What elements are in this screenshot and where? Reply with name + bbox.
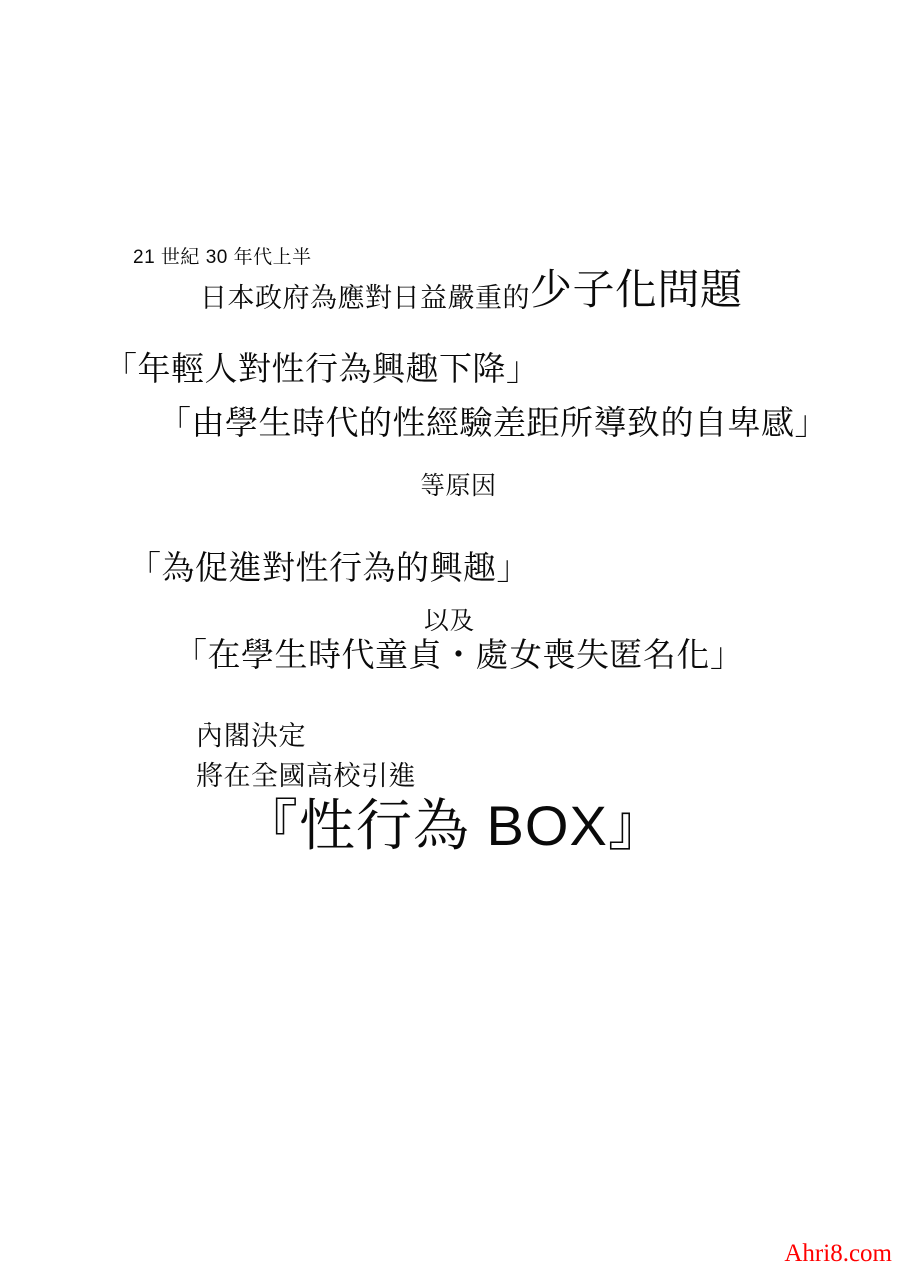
government-line bbox=[200, 268, 743, 312]
conjunction: 以及 bbox=[424, 607, 476, 635]
site-watermark: Ahri8.com bbox=[784, 1240, 892, 1267]
reason-quote-2: 「由學生時代的性經驗差距所導致的自卑感」 bbox=[158, 404, 828, 441]
reason-quote-1: 「年輕人對性行為興趣下降」 bbox=[104, 350, 540, 387]
program-title: 『性行為 BOX』 bbox=[242, 794, 665, 857]
decision-line-2: 將在全國高校引進 bbox=[196, 761, 416, 791]
goal-quote-1: 「為促進對性行為的興趣」 bbox=[128, 549, 530, 586]
decision-line-1: 內閣決定 bbox=[196, 721, 306, 751]
era-caption: 21 世紀 30 年代上半 bbox=[133, 247, 312, 268]
government-line-prefix: 日本政府為應對日益嚴重的 bbox=[200, 282, 530, 313]
goal-quote-2: 「在學生時代童貞・處女喪失匿名化」 bbox=[174, 636, 744, 673]
reasons-suffix: 等原因 bbox=[420, 472, 497, 500]
government-line-highlight: 少子化問題 bbox=[530, 266, 743, 313]
